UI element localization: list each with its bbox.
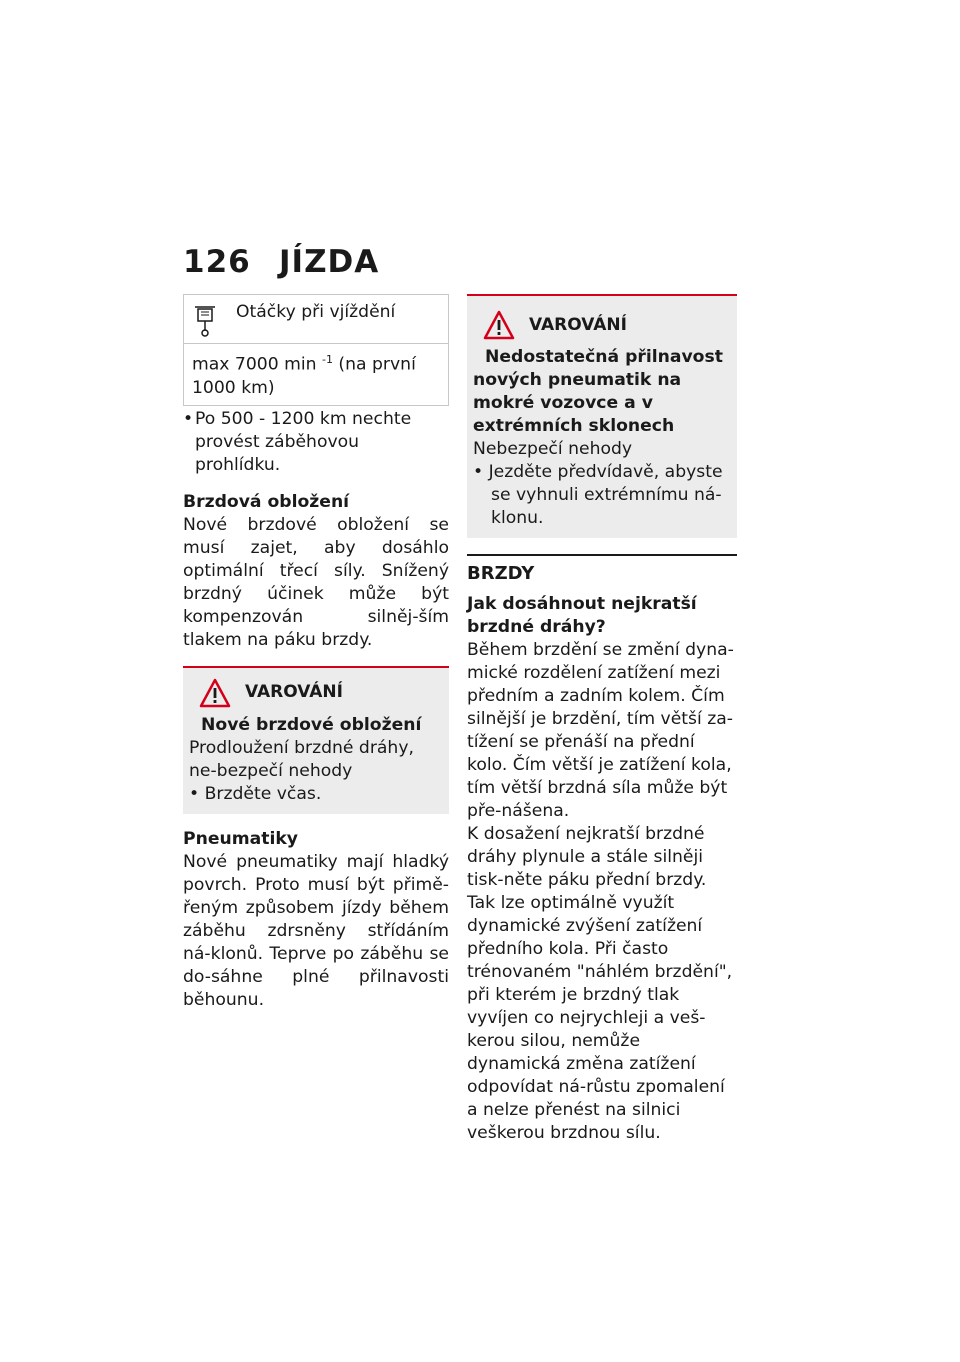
warning-label: VAROVÁNÍ	[529, 314, 627, 335]
warning-box-pads	[183, 666, 449, 814]
section-heading: BRZDY	[467, 563, 535, 584]
service-line2: provést záběhovou prohlídku.	[195, 431, 360, 475]
warning-bullet: • Brzděte včas.	[189, 783, 322, 804]
warning-header	[483, 310, 731, 340]
warning-title: Nové brzdové obložení	[201, 714, 422, 735]
rpm-value-rest: (na první	[332, 354, 416, 375]
tyres-title: Pneumatiky	[183, 828, 298, 849]
brakes-text: Během brzdění se změní dyna-mické rozdělení zatížení mezi předním a zadním kolem. Čím silnější je brzdění, tím větší za-tížení se přenáší na přední kolo. Čím větší je zatížení kola, tím větší brzdná síla může být pře-nášena.	[467, 640, 734, 821]
rpm-exponent: -1	[322, 353, 333, 366]
rpm-table	[183, 294, 449, 406]
rpm-value-line2: 1000 km)	[192, 377, 275, 398]
section-subheading: Jak dosáhnout nejkratší brzdné dráhy?	[467, 594, 697, 637]
brake-pads-title: Brzdová obložení	[183, 491, 350, 512]
warning-bullet-line2: se vyhnuli extrémnímu ná-	[491, 485, 722, 505]
page-number: 126	[183, 244, 251, 280]
bullet-dot: •	[183, 408, 194, 429]
chapter-title: JÍZDA	[279, 244, 380, 280]
warning-text: Prodloužení brzdné dráhy, ne-bezpečí nehody	[189, 737, 414, 781]
service-line1: Po 500 - 1200 km nechte	[195, 408, 412, 429]
rpm-value	[184, 344, 448, 405]
rpm-heading: Otáčky při vjíždění	[236, 302, 396, 322]
warning-triangle-icon	[199, 678, 231, 708]
warning-text: Nebezpečí nehody	[473, 439, 633, 459]
tyres-text: Nové pneumatiky mají hladký povrch. Proto musí být přimě-řeným způsobem jízdy během záběhu zdrsněny střídáním ná-klonů. Teprve po záběhu se do-sáhne plné přilnavosti běhounu.	[183, 851, 449, 1010]
left-column	[183, 294, 449, 1012]
warning-box-tyres	[467, 294, 737, 538]
warning-title: Nedostatečná přilnavost nových pneumatik na mokré vozovce a v extrémních sklonech	[473, 347, 723, 436]
brakes-section	[467, 554, 737, 1145]
warning-label: VAROVÁNÍ	[245, 682, 343, 703]
warning-bullet-line3: klonu.	[491, 508, 544, 528]
warning-header	[199, 678, 443, 708]
page-header	[183, 244, 379, 280]
brake-pads-text: Nové brzdové obložení se musí zajet, aby dosáhlo optimální třecí síly. Snížený brzdný účinek může být kompenzován silněj-ším tlakem na páku brzdy.	[183, 514, 449, 650]
engine-rpm-icon	[192, 301, 218, 339]
right-column	[467, 294, 737, 1145]
rpm-table-header	[184, 295, 448, 344]
warning-bullet-line1: • Jezděte předvídavě, abyste	[473, 462, 723, 482]
rpm-value-main: max 7000 min	[192, 354, 317, 375]
brakes-text-2: K dosažení nejkratší brzdné dráhy plynule a stále silněji tisk-něte páku přední brzdy. Tak lze optimálně využít dynamické zvýšení zatížení předního kola. Při často trénovaném "náhlém brzdění", při kterém je brzdný tlak vyvíjen co nejrychleji a veš-kerou silou, nemůže dynamická změna zatížení odpovídat ná-růstu zpomalení a nelze přenést na silnici veškerou brzdnou sílu.	[467, 824, 733, 1143]
service-bullet	[183, 408, 449, 477]
warning-triangle-icon	[483, 310, 515, 340]
